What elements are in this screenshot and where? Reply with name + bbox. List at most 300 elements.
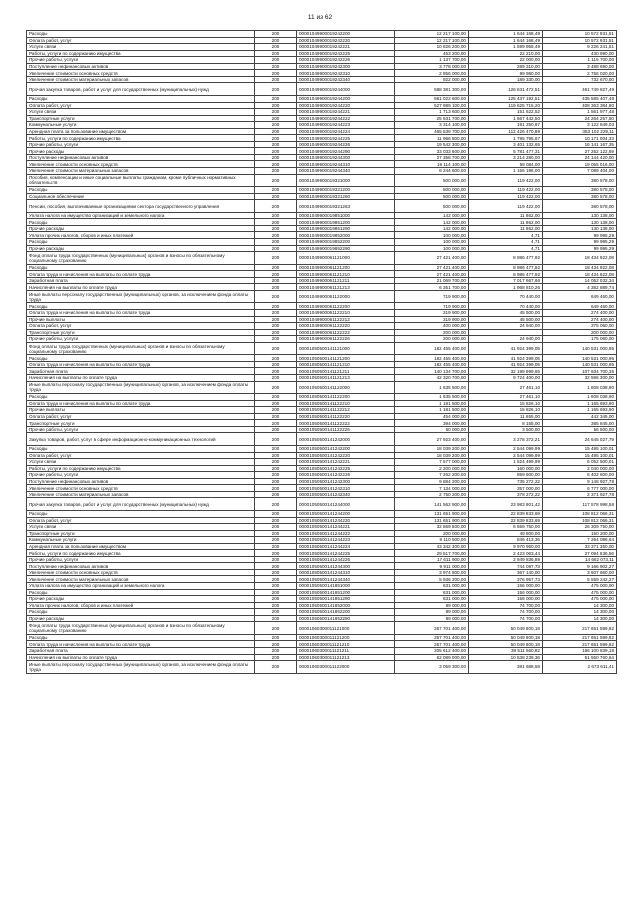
row-code: 200	[255, 400, 297, 407]
table-row	[27, 433, 617, 446]
row-name: Транспортные услуги	[27, 530, 255, 537]
row-code: 200	[255, 374, 297, 381]
row-code: 200	[255, 622, 297, 635]
table-row	[27, 70, 617, 77]
row-kbk: 00001049900019242300	[297, 63, 395, 70]
row-kbk: 00001049900019244290	[297, 148, 395, 155]
row-name: Уплата прочих налогов, сборов и иных платежей	[27, 602, 255, 609]
row-unexecuted: 10 171 004,33	[543, 135, 617, 142]
row-name: Фонд оплаты труда государственных (муниципальных) органов и взносы по обязательному социальному страхованию	[27, 252, 255, 265]
row-approved: 33 033 600,00	[395, 148, 469, 155]
row-name: Увеличение стоимости материальных запасов	[27, 76, 255, 83]
row-code: 200	[255, 284, 297, 291]
row-executed: 74 700,00	[469, 602, 543, 609]
row-kbk: 00001050500141851000	[297, 582, 395, 589]
row-approved: 25 931 700,00	[395, 115, 469, 122]
row-executed: 22 210,00	[469, 50, 543, 57]
row-unexecuted: 3 122 849,03	[543, 122, 617, 129]
row-kbk: 00001049900019321263	[297, 200, 395, 213]
table-row	[27, 498, 617, 511]
row-unexecuted: 2 040 000,00	[543, 465, 617, 472]
row-approved: 141 562 900,00	[395, 498, 469, 511]
row-executed: 3 278 372,21	[469, 433, 543, 446]
row-kbk: 00001049900019242220	[297, 37, 395, 44]
row-unexecuted: 274 400,00	[543, 316, 617, 323]
row-unexecuted: 461 749 827,49	[543, 83, 617, 96]
row-name: Увеличение стоимости основных средств	[27, 569, 255, 576]
row-executed: 74 700,00	[469, 609, 543, 616]
row-name: Фонд оплаты труда государственных (муниципальных) органов и взносы по обязательному социальному страхованию	[27, 622, 255, 635]
row-unexecuted: 380 578,00	[543, 187, 617, 194]
row-code: 200	[255, 290, 297, 303]
row-code: 200	[255, 193, 297, 200]
row-approved: 12 217 100,00	[395, 37, 469, 44]
row-code: 200	[255, 530, 297, 537]
row-kbk: 00001060300011121000	[297, 622, 395, 635]
row-kbk: 00001050500141242226	[297, 472, 395, 479]
row-name: Работы, услуги по содержанию имущества	[27, 550, 255, 557]
row-code: 200	[255, 661, 297, 674]
row-kbk: 00001050500141122210	[297, 400, 395, 407]
row-unexecuted: 99 995,29	[543, 239, 617, 246]
row-unexecuted: 1 165 693,90	[543, 407, 617, 414]
row-code: 200	[255, 310, 297, 317]
row-code: 200	[255, 161, 297, 168]
row-code: 200	[255, 602, 297, 609]
row-code: 200	[255, 582, 297, 589]
row-approved: 200 000,00	[395, 329, 469, 336]
row-unexecuted: 475 000,00	[543, 596, 617, 603]
row-approved: 2 750 200,00	[395, 491, 469, 498]
row-kbk: 00001050500141242221	[297, 459, 395, 466]
row-kbk: 00001060300011121213	[297, 654, 395, 661]
row-executed: 744 097,73	[469, 563, 543, 570]
row-unexecuted: 99 995,29	[543, 232, 617, 239]
row-approved: 500 000,00	[395, 187, 469, 194]
row-code: 200	[255, 433, 297, 446]
row-name: Транспортные услуги	[27, 329, 255, 336]
row-kbk: 00001049900019242226	[297, 57, 395, 64]
row-code: 200	[255, 446, 297, 453]
row-approved: 453 200,00	[395, 50, 469, 57]
row-kbk: 00001049900019851200	[297, 219, 395, 226]
row-executed: 15 826,10	[469, 407, 543, 414]
row-approved: 18 039 200,00	[395, 446, 469, 453]
row-executed: 3 401 132,65	[469, 141, 543, 148]
row-approved: 1 713 600,00	[395, 109, 469, 116]
row-name: Расходы	[27, 446, 255, 453]
row-code: 200	[255, 122, 297, 129]
row-approved: 19 114 100,00	[395, 161, 469, 168]
row-code: 200	[255, 569, 297, 576]
page-number: 11 из 62	[307, 14, 333, 21]
row-name: Работы, услуги по содержанию имущества	[27, 465, 255, 472]
row-approved: 142 000,00	[395, 212, 469, 219]
row-code: 200	[255, 316, 297, 323]
row-code: 200	[255, 167, 297, 174]
row-code: 200	[255, 563, 297, 570]
row-kbk: 00001049900061121200	[297, 264, 395, 271]
row-name: Закупка товаров, работ, услуг в сфере информационно-коммуникационных технологий	[27, 433, 255, 446]
row-code: 200	[255, 115, 297, 122]
table-row	[27, 381, 617, 394]
row-executed: 376 957,73	[469, 576, 543, 583]
row-kbk: 00001050500141121200	[297, 355, 395, 362]
row-code: 200	[255, 589, 297, 596]
row-unexecuted: 7 089 404,00	[543, 167, 617, 174]
row-unexecuted: 475 000,00	[543, 582, 617, 589]
row-executed: 11 862,00	[469, 212, 543, 219]
row-approved: 1 635 500,00	[395, 381, 469, 394]
row-kbk: 00001050500141244310	[297, 569, 395, 576]
row-name: Оплата труда и начисления на выплаты по оплате труда	[27, 361, 255, 368]
row-name: Прочие расходы	[27, 148, 255, 155]
row-executed: 156 000,00	[469, 582, 543, 589]
row-kbk: 00001050500141121213	[297, 374, 395, 381]
row-kbk: 00001049900019242200	[297, 31, 395, 38]
row-kbk: 00001060300011122000	[297, 661, 395, 674]
row-unexecuted: 18 434 922,08	[543, 264, 617, 271]
row-unexecuted: 14 052 032,34	[543, 277, 617, 284]
row-name: Заработная плата	[27, 368, 255, 375]
row-name: Прочие выплаты	[27, 316, 255, 323]
row-executed: 24 940,00	[469, 323, 543, 330]
row-approved: 10 826 200,00	[395, 44, 469, 51]
row-name: Пенсии, пособия, выплачиваемые организациями сектора государственного управления	[27, 200, 255, 213]
row-executed: 367 140,00	[469, 569, 543, 576]
row-executed: 8 986 477,92	[469, 264, 543, 271]
row-code: 200	[255, 543, 297, 550]
row-unexecuted: 649 460,00	[543, 290, 617, 303]
row-executed: 39 511 560,82	[469, 647, 543, 654]
row-unexecuted: 24 264 257,50	[543, 115, 617, 122]
row-name: Оплата труда и начисления на выплаты по оплате труда	[27, 400, 255, 407]
table-row	[27, 491, 617, 498]
row-kbk: 00001050500141122000	[297, 381, 395, 394]
row-approved: 100 000,00	[395, 232, 469, 239]
row-kbk: 00001050500141244300	[297, 563, 395, 570]
row-kbk: 00001049900061122226	[297, 336, 395, 343]
row-kbk: 00001049900019244225	[297, 135, 395, 142]
row-unexecuted: 3 488 690,00	[543, 63, 617, 70]
row-unexecuted: 33 371 350,00	[543, 543, 617, 550]
row-approved: 27 421 400,00	[395, 264, 469, 271]
row-code: 200	[255, 76, 297, 83]
row-kbk: 00001049900019244220	[297, 102, 395, 109]
row-kbk: 00001050500141242300	[297, 478, 395, 485]
row-executed: 74 700,00	[469, 615, 543, 622]
row-kbk: 00001050500141242000	[297, 433, 395, 446]
row-name: Уплата налога на имущество организаций и земельного налога	[27, 582, 255, 589]
row-executed: 156 000,00	[469, 596, 543, 603]
row-executed: 125 437 192,51	[469, 95, 543, 102]
row-executed: 126 631 472,51	[469, 83, 543, 96]
row-unexecuted: 217 651 599,82	[543, 641, 617, 648]
row-approved: 32 869 500,00	[395, 524, 469, 531]
row-kbk: 00001049900019852000	[297, 232, 395, 239]
table-row	[27, 374, 617, 381]
row-executed: 1 667 442,50	[469, 115, 543, 122]
table-row	[27, 174, 617, 187]
row-approved: 267 701 400,00	[395, 622, 469, 635]
row-unexecuted: 150 200,00	[543, 530, 617, 537]
row-executed: 32 199 999,65	[469, 368, 543, 375]
row-code: 200	[255, 148, 297, 155]
row-executed: 4,71	[469, 245, 543, 252]
row-approved: 3 059 300,00	[395, 661, 469, 674]
row-executed: 1 795 795,67	[469, 135, 543, 142]
table-row	[27, 200, 617, 213]
row-executed: 41 924 399,05	[469, 342, 543, 355]
row-executed: 151 622,52	[469, 109, 543, 116]
row-name: Заработная плата	[27, 277, 255, 284]
row-name: Прочие расходы	[27, 225, 255, 232]
row-name: Оплата работ, услуг	[27, 323, 255, 330]
row-kbk: 00001049900061121000	[297, 252, 395, 265]
row-name: Арендная плата за пользование имуществом	[27, 128, 255, 135]
row-name: Прочие работы, услуги	[27, 336, 255, 343]
row-executed: 1 644 168,49	[469, 31, 543, 38]
row-executed: 4,71	[469, 232, 543, 239]
row-code: 200	[255, 128, 297, 135]
row-kbk: 00001049900061121213	[297, 284, 395, 291]
row-code: 200	[255, 596, 297, 603]
row-code: 200	[255, 381, 297, 394]
row-kbk: 00001050500141242310	[297, 485, 395, 492]
row-unexecuted: 200 000,00	[543, 329, 617, 336]
row-code: 200	[255, 95, 297, 102]
row-name: Поступление нефинансовых активов	[27, 563, 255, 570]
row-kbk: 00001050500141244340	[297, 576, 395, 583]
row-executed: 45 500,00	[469, 316, 543, 323]
row-unexecuted: 130 138,00	[543, 219, 617, 226]
row-code: 200	[255, 641, 297, 648]
row-kbk: 00001050500141244220	[297, 517, 395, 524]
table-row	[27, 582, 617, 589]
row-code: 200	[255, 37, 297, 44]
row-approved: 631 000,00	[395, 582, 469, 589]
row-approved: 142 000,00	[395, 219, 469, 226]
row-name: Увеличение стоимости основных средств	[27, 70, 255, 77]
row-code: 200	[255, 517, 297, 524]
row-name: Оплата работ, услуг	[27, 413, 255, 420]
row-kbk: 00001050500141244223	[297, 537, 395, 544]
row-kbk: 00001050500141852000	[297, 602, 395, 609]
row-name: Начисления на выплаты по оплате труда	[27, 284, 255, 291]
row-executed: 22 839 833,69	[469, 517, 543, 524]
row-approved: 140 134 700,00	[395, 368, 469, 375]
row-name: Увеличение стоимости материальных запасов	[27, 167, 255, 174]
row-executed: 50 049 800,18	[469, 622, 543, 635]
row-name: Транспортные услуги	[27, 420, 255, 427]
row-code: 200	[255, 615, 297, 622]
row-kbk: 00001049900019851290	[297, 225, 395, 232]
row-name: Прочая закупка товаров, работ и услуг для государственных (муниципальных) нужд	[27, 498, 255, 511]
row-kbk: 00001049900019851000	[297, 212, 395, 219]
row-approved: 7 577 000,00	[395, 459, 469, 466]
row-name: Начисления на выплаты по оплате труда	[27, 374, 255, 381]
row-name: Коммунальные услуги	[27, 122, 255, 129]
row-executed: 1 524 499,99	[469, 459, 543, 466]
row-kbk: 00001049900019244300	[297, 154, 395, 161]
row-executed: 119 422,00	[469, 187, 543, 194]
row-approved: 60 000,00	[395, 426, 469, 433]
row-unexecuted: 442 345,00	[543, 413, 617, 420]
row-name: Оплата работ, услуг	[27, 102, 255, 109]
row-name: Начисления на выплаты по оплате труда	[27, 654, 255, 661]
row-code: 200	[255, 510, 297, 517]
row-approved: 922 000,00	[395, 76, 469, 83]
table-row	[27, 135, 617, 142]
table-row	[27, 465, 617, 472]
row-kbk: 00001050500141244222	[297, 530, 395, 537]
row-approved: 27 421 400,00	[395, 252, 469, 265]
row-executed: 8 986 477,92	[469, 271, 543, 278]
row-approved: 5 936 200,00	[395, 576, 469, 583]
table-row	[27, 602, 617, 609]
row-executed: 5 781 477,31	[469, 148, 543, 155]
row-executed: 357 000,00	[469, 485, 543, 492]
row-approved: 394 000,00	[395, 420, 469, 427]
row-code: 200	[255, 336, 297, 343]
row-executed: 27 461,10	[469, 381, 543, 394]
row-unexecuted: 6 052 500,01	[543, 459, 617, 466]
row-approved: 100 000,00	[395, 239, 469, 246]
row-executed: 7 017 667,66	[469, 277, 543, 284]
row-approved: 465 539 700,00	[395, 128, 469, 135]
row-name: Прочие расходы	[27, 615, 255, 622]
row-kbk: 00001049900019244224	[297, 128, 395, 135]
row-approved: 62 089 000,00	[395, 654, 469, 661]
row-executed: 156 000,00	[469, 589, 543, 596]
row-approved: 3 778 000,00	[395, 63, 469, 70]
row-name: Расходы	[27, 589, 255, 596]
row-unexecuted: 6 777 000,00	[543, 485, 617, 492]
row-approved: 131 651 900,00	[395, 517, 469, 524]
row-unexecuted: 14 300,00	[543, 609, 617, 616]
row-code: 200	[255, 239, 297, 246]
row-unexecuted: 380 578,00	[543, 174, 617, 187]
row-code: 200	[255, 102, 297, 109]
row-unexecuted: 475 000,00	[543, 589, 617, 596]
row-approved: 100 000,00	[395, 245, 469, 252]
row-approved: 200 000,00	[395, 530, 469, 537]
row-unexecuted: 26 309 750,00	[543, 524, 617, 531]
row-executed: 59 084,00	[469, 161, 543, 168]
row-name: Иные выплаты персоналу государственных (муниципальных) органов, за исключением фонда оплаты труда	[27, 661, 255, 674]
table-row	[27, 622, 617, 635]
row-approved: 182 455 400,00	[395, 355, 469, 362]
row-approved: 7 262 200,00	[395, 472, 469, 479]
row-code: 200	[255, 413, 297, 420]
row-code: 200	[255, 342, 297, 355]
row-unexecuted: 130 138,00	[543, 225, 617, 232]
row-executed: 3 214 280,00	[469, 154, 543, 161]
row-name: Прочие работы, услуги	[27, 141, 255, 148]
row-approved: 267 701 400,00	[395, 641, 469, 648]
row-unexecuted: 27 094 636,56	[543, 550, 617, 557]
row-kbk: 00001049900061122210	[297, 310, 395, 317]
row-name: Заработная плата	[27, 647, 255, 654]
row-executed: 735 272,22	[469, 478, 543, 485]
row-name: Оплата работ, услуг	[27, 452, 255, 459]
row-kbk: 00001050500141244226	[297, 556, 395, 563]
table-row	[27, 167, 617, 174]
row-approved: 43 342 300,00	[395, 543, 469, 550]
row-executed: 378 272,22	[469, 491, 543, 498]
row-executed: 119 422,00	[469, 174, 543, 187]
row-executed: 381 688,59	[469, 661, 543, 674]
row-unexecuted: 14 300,00	[543, 615, 617, 622]
row-kbk: 00001049900019321000	[297, 174, 395, 187]
row-name: Расходы	[27, 303, 255, 310]
row-executed: 112 426 470,89	[469, 128, 543, 135]
row-code: 200	[255, 654, 297, 661]
table-row	[27, 271, 617, 278]
row-name: Оплата работ, услуг	[27, 37, 255, 44]
row-kbk: 00001050500141242225	[297, 465, 395, 472]
row-approved: 527 989 100,00	[395, 102, 469, 109]
row-executed: 11 655,00	[469, 413, 543, 420]
budget-execution-table	[26, 30, 617, 674]
row-executed: 41 924 399,05	[469, 361, 543, 368]
row-approved: 267 701 400,00	[395, 634, 469, 641]
row-unexecuted: 10 572 931,51	[543, 37, 617, 44]
row-code: 200	[255, 264, 297, 271]
row-approved: 9 884 200,00	[395, 478, 469, 485]
row-approved: 18 039 200,00	[395, 452, 469, 459]
row-name: Прочие работы, услуги	[27, 426, 255, 433]
row-approved: 89 000,00	[395, 602, 469, 609]
row-name: Расходы	[27, 219, 255, 226]
row-unexecuted: 32 596 300,00	[543, 374, 617, 381]
table-row	[27, 342, 617, 355]
row-name: Расходы	[27, 187, 255, 194]
row-kbk: 00001049900061121211	[297, 277, 395, 284]
row-executed: 2 949 836,89	[469, 556, 543, 563]
row-unexecuted: 140 531 000,95	[543, 361, 617, 368]
row-unexecuted: 24 144 420,00	[543, 154, 617, 161]
row-approved: 1 137 700,00	[395, 57, 469, 64]
row-approved: 11 966 800,00	[395, 135, 469, 142]
row-approved: 454 000,00	[395, 413, 469, 420]
row-unexecuted: 130 138,00	[543, 212, 617, 219]
row-code: 200	[255, 200, 297, 213]
row-name: Услуги связи	[27, 109, 255, 116]
table-row	[27, 290, 617, 303]
row-name: Работы, услуги по содержанию имущества	[27, 50, 255, 57]
row-executed: 49 800,00	[469, 530, 543, 537]
row-kbk: 00001050500141852200	[297, 609, 395, 616]
row-name: Расходы	[27, 394, 255, 401]
row-code: 200	[255, 355, 297, 362]
row-name: Увеличение стоимости материальных запасов	[27, 576, 255, 583]
row-kbk: 00001049900019244310	[297, 161, 395, 168]
row-approved: 8 110 500,00	[395, 537, 469, 544]
row-executed: 2 544 099,99	[469, 452, 543, 459]
row-code: 200	[255, 174, 297, 187]
table-row	[27, 128, 617, 135]
table-row	[27, 550, 617, 557]
row-approved: 131 651 900,00	[395, 510, 469, 517]
row-kbk: 00001049900061122200	[297, 303, 395, 310]
row-unexecuted: 380 578,00	[543, 193, 617, 200]
row-kbk: 00001050500141122222	[297, 420, 395, 427]
row-unexecuted: 107 934 700,35	[543, 368, 617, 375]
table-row	[27, 576, 617, 583]
table-row	[27, 654, 617, 661]
row-approved: 631 000,00	[395, 589, 469, 596]
